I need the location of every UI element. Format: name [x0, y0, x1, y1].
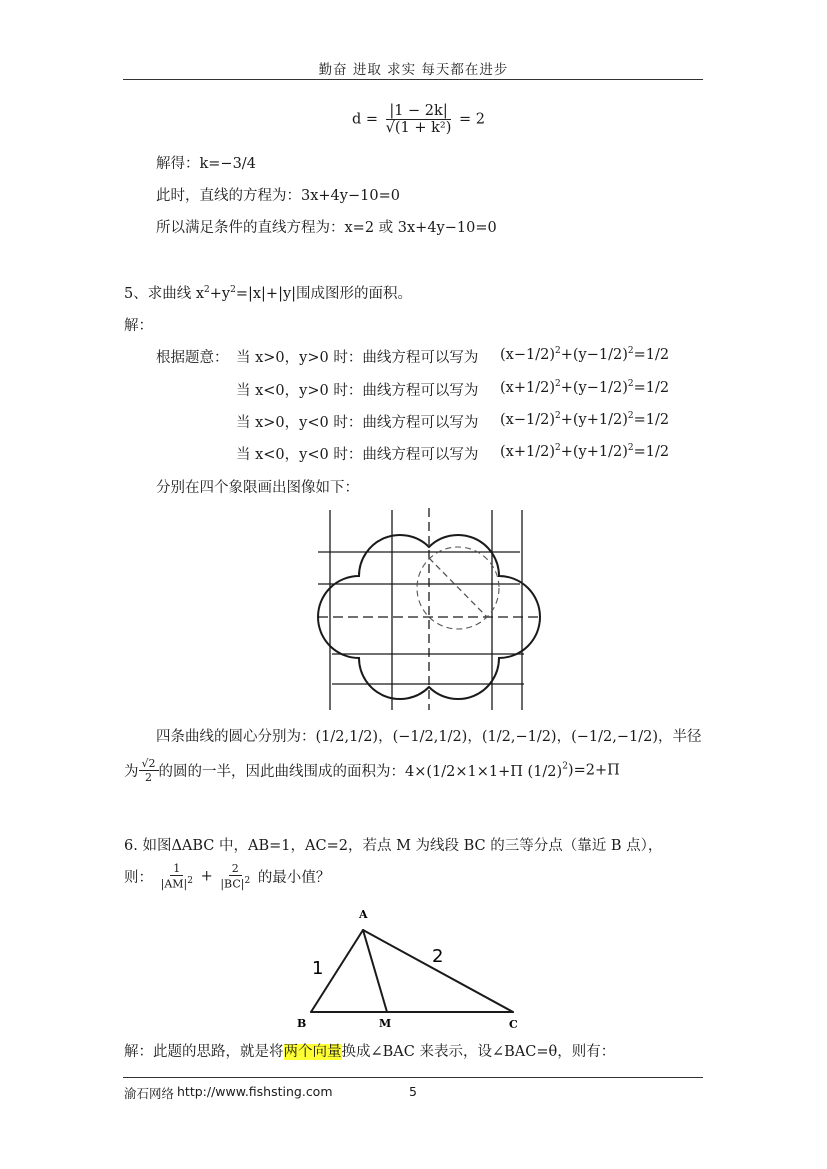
footer-page-number: 5: [409, 1084, 417, 1099]
eq-part: +(y−1/2): [560, 346, 628, 363]
eq-part: (x−1/2): [500, 346, 555, 363]
sup: 2: [554, 443, 561, 453]
vertex-label-a: A: [359, 908, 368, 921]
frac-den: [158, 876, 196, 891]
q5-case-2-eq: [500, 379, 669, 396]
vertex-label-m: M: [379, 1017, 392, 1030]
q5-centers-line: 四条曲线的圆心分别为：(1/2,1/2)，(−1/2,1/2)，(1/2,−1/2)，(−1/2,−1/2)，半径: [156, 729, 702, 745]
formula-denominator: √(1 + k²): [385, 120, 452, 136]
sqrt2-over-2-fraction: [139, 757, 159, 784]
sup: 2: [554, 346, 561, 356]
eq-part: +(y+1/2): [560, 443, 628, 460]
footer-company: 渝石网络: [124, 1086, 175, 1101]
sol-suffix: 换成∠BAC 来表示，设∠BAC=θ，则有：: [341, 1044, 616, 1060]
sup: 2: [554, 411, 561, 421]
eq-part: (x+1/2): [500, 443, 555, 460]
solve-line-3: 所以满足条件的直线方程为：x=2 或 3x+4y−10=0: [156, 220, 497, 236]
four-circles-figure: [316, 506, 542, 712]
q5-case-4-eq: [500, 443, 669, 460]
frac-den: 2: [145, 771, 152, 784]
frac-num: 2: [229, 862, 242, 876]
vertex-label-c: C: [509, 1018, 518, 1031]
sup: 2: [230, 285, 236, 296]
q6-tail: 的最小值？: [257, 869, 331, 886]
sup: 2: [204, 285, 210, 296]
formula-fraction: [383, 103, 455, 136]
eq-part: =1/2: [633, 443, 670, 460]
area-mid: 的圆的一半，因此曲线围成的面积为：4×(1/2×1×1+Π (1/2): [158, 764, 563, 780]
eq-part: +(y+1/2): [560, 411, 628, 428]
distance-formula: [352, 103, 485, 136]
solve-line-2: 此时，直线的方程为：3x+4y−10=0: [156, 188, 400, 204]
solve-line-1: 解得：k=−3/4: [156, 156, 256, 172]
sol-prefix: 解：此题的思路，就是将: [124, 1044, 284, 1060]
q5-area-line: [124, 757, 620, 784]
q5-solution-label: 解：: [124, 318, 153, 334]
q5-case-3-eq: [500, 411, 669, 428]
sup: 2: [554, 379, 561, 389]
sup: 2: [562, 761, 568, 772]
q5-case-4-cond: 当 x<0，y<0 时：曲线方程可以写为: [236, 447, 479, 463]
area-suffix: )=2+Π: [567, 762, 620, 779]
sup: 2: [627, 443, 634, 453]
formula-lhs: d =: [352, 111, 379, 128]
eq-part: =1/2: [633, 346, 670, 363]
q5-draw-intro: 分别在四个象限画出图像如下：: [156, 480, 359, 496]
q5-case-1-cond: 当 x>0，y>0 时：曲线方程可以写为: [236, 350, 479, 366]
q6-fraction-2: [217, 862, 253, 891]
q6-question-line: 6. 如图ΔABC 中，AB=1，AC=2，若点 M 为线段 BC 的三等分点（靠近 B 点），: [124, 838, 663, 854]
q5-case-lead: 根据题意：: [156, 350, 229, 366]
frac-den-text: |AM|: [160, 877, 188, 891]
frac-num: √2: [139, 757, 159, 771]
page-header: 勤奋 进取 求实 每天都在进步: [318, 62, 509, 78]
q6-fraction-1: [158, 862, 196, 891]
sup: 2: [627, 379, 634, 389]
area-prefix: 为: [124, 764, 139, 780]
footer-rule: [123, 1077, 703, 1078]
triangle-figure: [295, 900, 527, 1036]
eq-part: (x+1/2): [500, 379, 555, 396]
q5-case-1-eq: [500, 346, 669, 363]
frac-num: 1: [170, 862, 183, 876]
highlighted-text: 两个向量: [283, 1044, 342, 1060]
q5-question-prefix: 5、求曲线 x: [124, 286, 205, 302]
q5-case-3-cond: 当 x>0，y<0 时：曲线方程可以写为: [236, 415, 479, 431]
q6-then: 则：: [124, 869, 153, 886]
q5-question-suffix: =|x|+|y|围成图形的面积。: [235, 286, 413, 302]
q6-solution-line: [124, 1040, 615, 1061]
sup: 2: [627, 411, 634, 421]
vertex-label-b: B: [297, 1017, 307, 1030]
frac-den: [217, 876, 253, 891]
q5-case-2-cond: 当 x<0，y>0 时：曲线方程可以写为: [236, 383, 479, 399]
footer-url[interactable]: http://www.fishsting.com: [177, 1084, 333, 1099]
sup: 2: [187, 876, 193, 886]
side-label-ac: 2: [432, 946, 444, 967]
q5-question-mid: +y: [209, 286, 231, 302]
q6-expression: [124, 862, 330, 891]
eq-part: +(y−1/2): [560, 379, 628, 396]
formula-rhs: = 2: [459, 111, 485, 128]
sup: 2: [627, 346, 634, 356]
header-rule: [123, 79, 703, 80]
side-label-ab: 1: [312, 958, 324, 979]
sup: 2: [244, 876, 251, 886]
formula-numerator: |1 − 2k|: [386, 103, 450, 120]
eq-part: =1/2: [633, 379, 670, 396]
eq-part: =1/2: [633, 411, 670, 428]
frac-den-text: |BC|: [220, 877, 245, 891]
q6-plus: +: [200, 868, 213, 885]
eq-part: (x−1/2): [500, 411, 555, 428]
q5-question: [124, 282, 412, 303]
